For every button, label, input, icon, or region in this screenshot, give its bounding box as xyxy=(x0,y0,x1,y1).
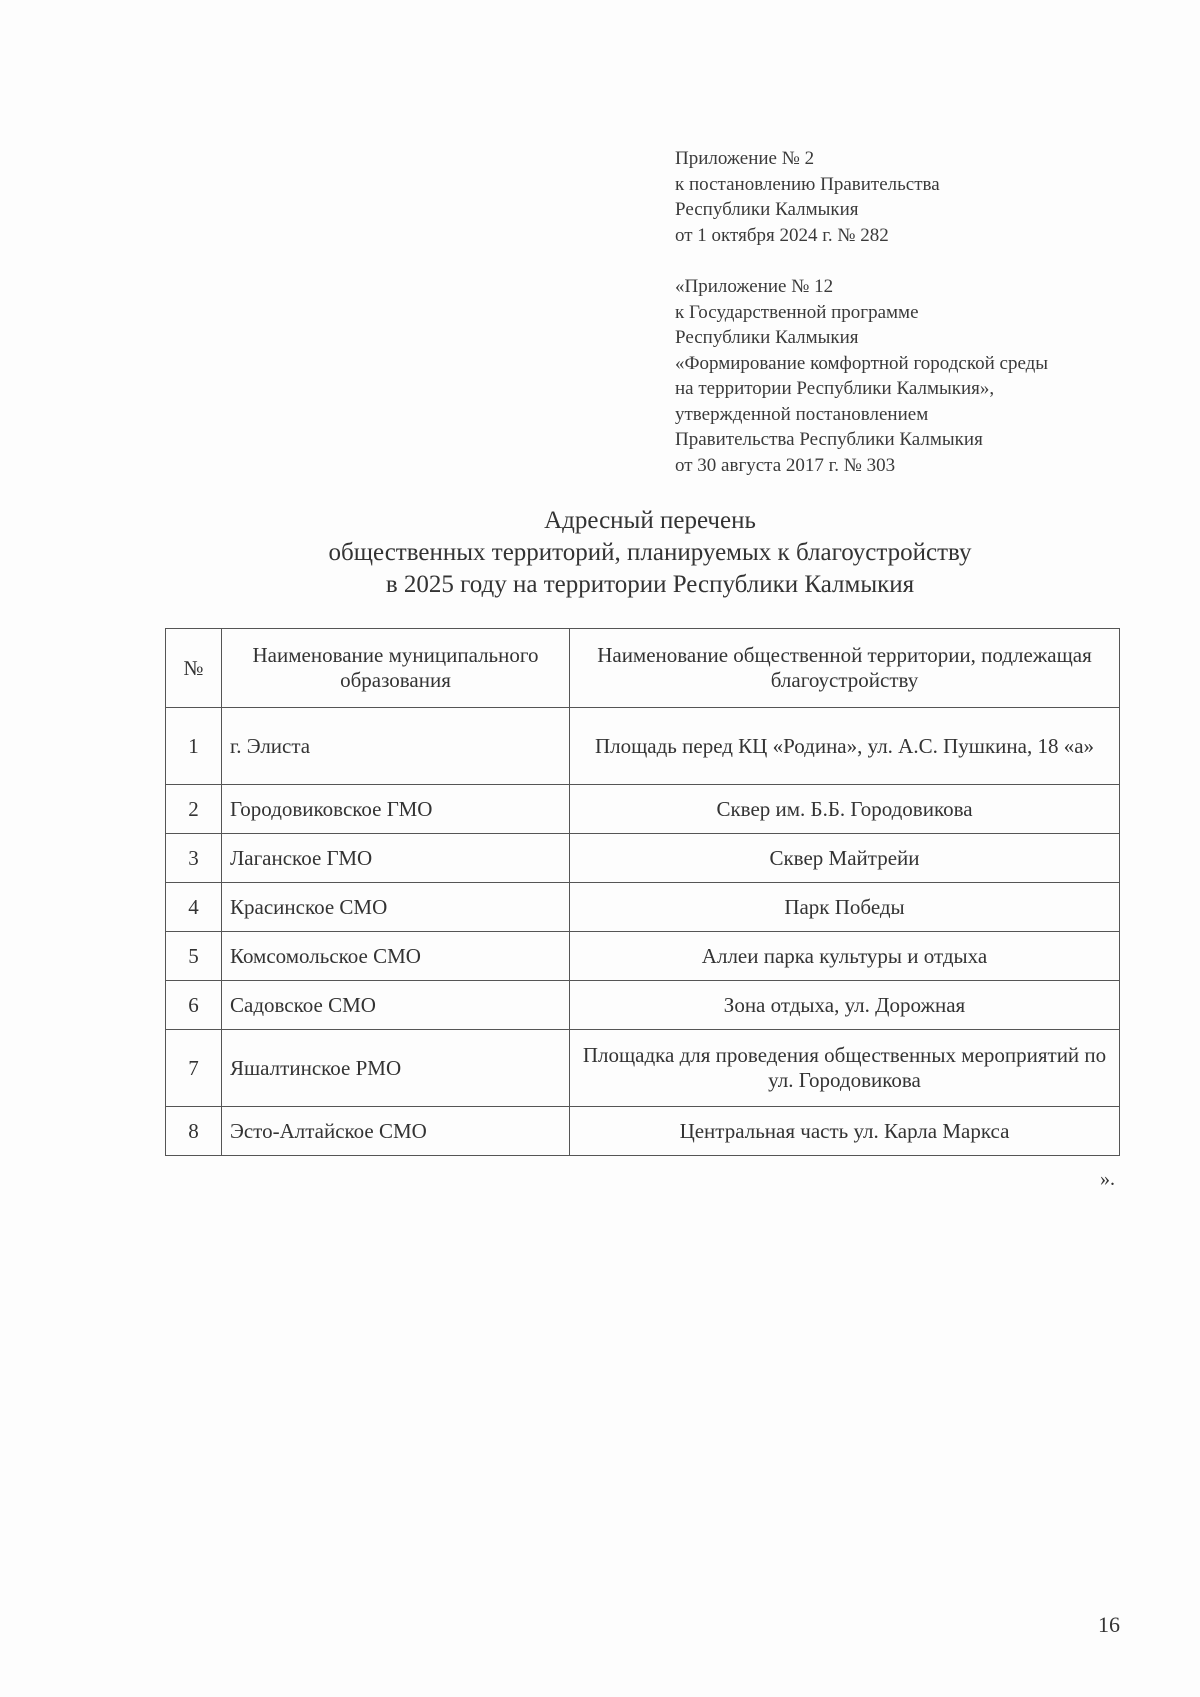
program-annex-header xyxy=(675,274,1155,478)
header-number: № xyxy=(166,629,222,708)
header-territory: Наименование общественной территории, подлежащая благоустройству xyxy=(570,629,1120,708)
row-municipality: Городовиковское ГМО xyxy=(222,785,570,834)
program-annex-line: утвержденной постановлением xyxy=(675,403,929,425)
document-title-line: в 2025 году на территории Республики Калмыкия xyxy=(385,571,915,598)
program-annex-line: к Государственной программе xyxy=(675,301,919,323)
document-title-line: общественных территорий, планируемых к благоустройству xyxy=(328,539,972,566)
row-number: 8 xyxy=(166,1107,222,1156)
annex-header-line: к постановлению Правительства xyxy=(675,173,940,195)
row-number: 6 xyxy=(166,981,222,1030)
program-annex-line: «Приложение № 12 xyxy=(675,276,834,297)
row-municipality: г. Элиста xyxy=(222,708,570,785)
row-number: 7 xyxy=(166,1030,222,1107)
table-row xyxy=(166,708,1120,785)
row-territory: Площадка для проведения общественных мероприятий по ул. Городовикова xyxy=(570,1030,1120,1107)
row-territory: Площадь перед КЦ «Родина», ул. А.С. Пушкина, 18 «а» xyxy=(570,708,1120,785)
program-annex-line: Правительства Республики Калмыкия xyxy=(675,429,983,450)
row-number: 4 xyxy=(166,883,222,932)
table-row xyxy=(166,883,1120,932)
row-territory: Зона отдыха, ул. Дорожная xyxy=(570,981,1120,1030)
row-municipality: Садовское СМО xyxy=(222,981,570,1030)
program-annex-line: от 30 августа 2017 г. № 303 xyxy=(675,454,896,476)
row-territory: Центральная часть ул. Карла Маркса xyxy=(570,1107,1120,1156)
row-number: 1 xyxy=(166,708,222,785)
closing-quote-mark: ». xyxy=(1100,1168,1115,1190)
row-territory: Аллеи парка культуры и отдыха xyxy=(570,932,1120,981)
annex-header-line: Приложение № 2 xyxy=(675,148,815,169)
table-row xyxy=(166,1030,1120,1107)
territory-list-table xyxy=(165,628,1120,1156)
annex-header-line: Республики Калмыкия xyxy=(675,199,859,220)
table-row xyxy=(166,785,1120,834)
row-territory: Парк Победы xyxy=(570,883,1120,932)
row-municipality: Эсто-Алтайское СМО xyxy=(222,1107,570,1156)
table-header-row xyxy=(166,629,1120,708)
table-row xyxy=(166,981,1120,1030)
row-territory: Сквер им. Б.Б. Городовикова xyxy=(570,785,1120,834)
table-row xyxy=(166,834,1120,883)
annex-header-line: от 1 октября 2024 г. № 282 xyxy=(675,224,889,246)
document-title xyxy=(160,505,1140,601)
header-municipality: Наименование муниципального образования xyxy=(222,629,570,708)
row-municipality: Красинское СМО xyxy=(222,883,570,932)
annex-header xyxy=(675,146,1155,248)
row-municipality: Яшалтинское РМО xyxy=(222,1030,570,1107)
table-row xyxy=(166,1107,1120,1156)
row-territory: Сквер Майтрейи xyxy=(570,834,1120,883)
row-number: 3 xyxy=(166,834,222,883)
table-row xyxy=(166,932,1120,981)
row-municipality: Комсомольское СМО xyxy=(222,932,570,981)
program-annex-line: на территории Республики Калмыкия», xyxy=(675,378,995,399)
row-municipality: Лаганское ГМО xyxy=(222,834,570,883)
document-title-line: Адресный перечень xyxy=(544,507,756,534)
program-annex-line: Республики Калмыкия xyxy=(675,327,859,348)
row-number: 2 xyxy=(166,785,222,834)
row-number: 5 xyxy=(166,932,222,981)
page-number: 16 xyxy=(1098,1612,1120,1637)
program-annex-line: «Формирование комфортной городской среды xyxy=(675,352,1049,374)
